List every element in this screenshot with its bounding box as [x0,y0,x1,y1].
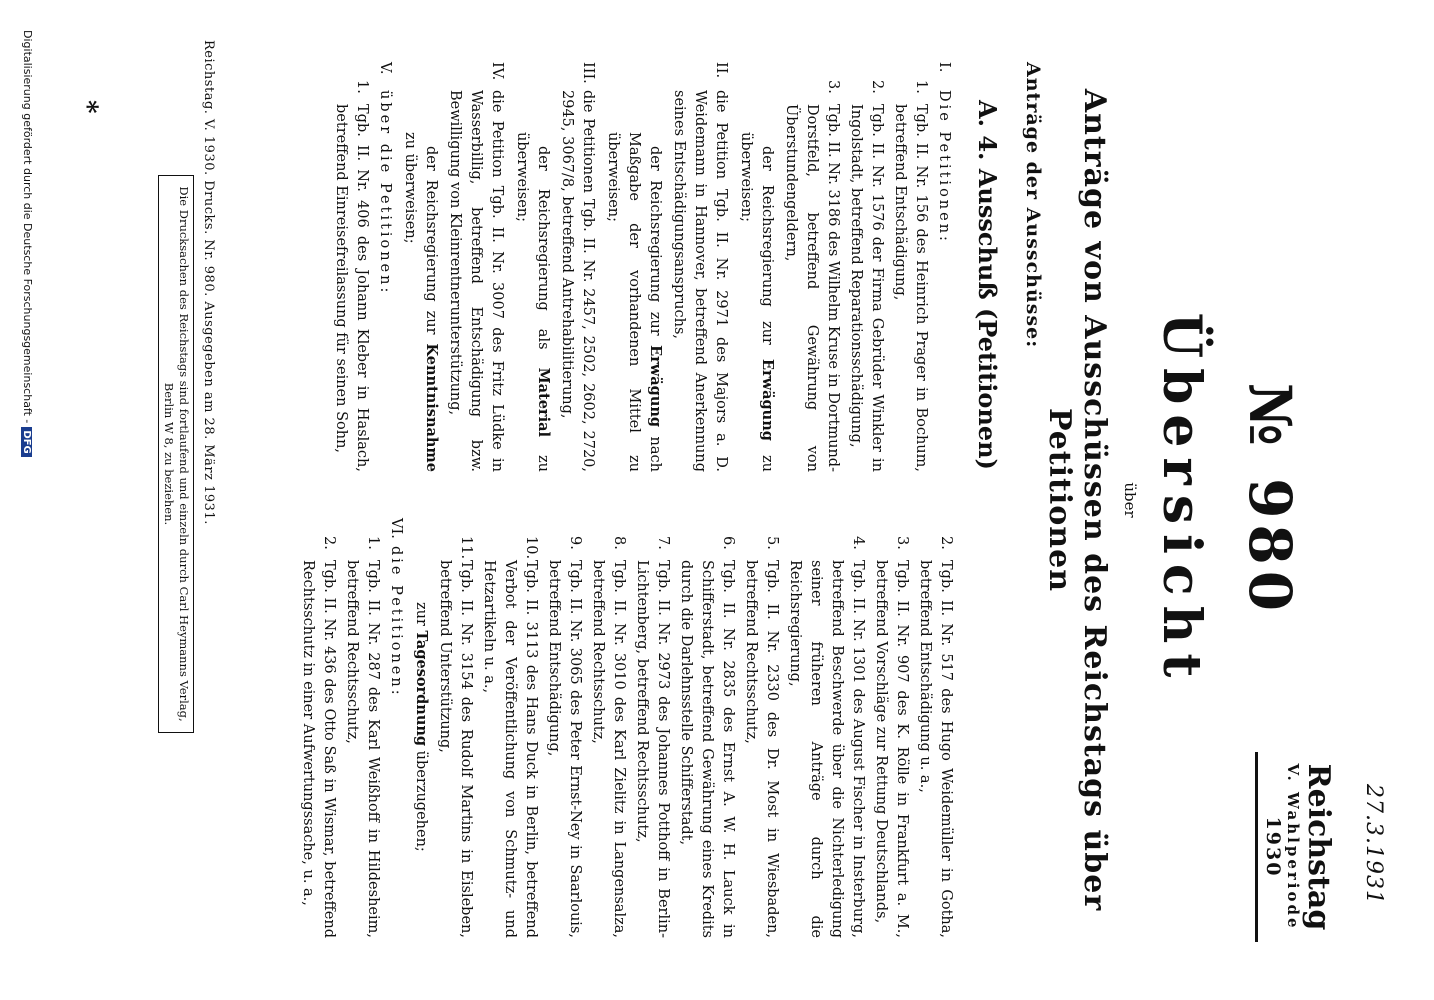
item-text: Tgb. II. Nr. 156 des Heinrich Prager in Bochum, betreffend Entschädigung, [892,104,929,472]
petition-item [478,536,541,938]
decision-text: der Reichsregierung als [535,146,551,368]
item-number: 6. [720,536,736,550]
item-text: Tgb. II. 3113 des Hans Duck in Berlin, betreffend Verbot der Veröffentlichung von Schmutz- und Hetzartikeln u. a., [481,560,539,938]
print-imprint: Reichstag. V. 1930. Drucks. Nr. 980. Ausgegeben am 28. März 1931. [201,40,216,525]
item-text: Tgb. II. Nr. 2973 des Johannes Potthoff in Berlin-Lichtenberg, betreffend Rechtsschutz, [634,560,671,938]
group-V-decision [410,518,432,938]
document-subtitle: Anträge von Ausschüssen des Reichstags über Petitionen [1042,88,1112,912]
petition-item [631,536,673,938]
petition-item [784,536,868,938]
item-text: Tgb. II. Nr. 907 des K. Rölle in Frankfurt a. M., betreffend Vorschläge zur Rettung Deutschlands, [873,560,910,938]
item-text: Tgb. II. Nr. 2330 des Dr. Most in Wiesbaden, betreffend Rechtsschutz, [743,560,780,938]
document-ueber: über [1121,482,1139,518]
decision-keyword: Tagesordnung [413,630,430,747]
petition-item [297,536,339,938]
credit-text: Digitalisierung gefördert durch die Deutsche Forschungsgemeinschaft - [21,30,34,424]
item-number: 9. [567,536,583,550]
decision-keyword: Erwägung [647,345,664,428]
petition-item [914,536,956,938]
group-VI-items [297,518,383,938]
item-number: 2. [321,536,337,550]
item-number: 8. [611,536,627,550]
group-head-text: die Petitionen: [388,546,404,698]
item-number: 7. [655,536,671,550]
item-number: 5. [764,536,780,550]
section-heading: Anträge der Ausschüsse: [1022,62,1044,349]
group-text: die Petition Tgb. II. Nr. 3007 des Fritz Lüdke in Wasserbillig, betreffend Entschädigung bzw. Bewilligung von Kleinrentnerunterstützung, [447,90,505,472]
item-number: 2. [869,80,885,94]
running-title-year: 1930 [1262,816,1285,878]
petition-item [341,536,383,938]
group-number: III. [580,62,596,84]
group-V-items-right [434,518,956,938]
group-number: V. [377,62,393,75]
group-I-head [933,62,954,472]
dfg-logo: DFG [21,427,32,456]
group-IV-decision [399,62,442,472]
item-text: Tgb. II. Nr. 3186 des Wilhelm Kruse in Dortmund-Dorstfeld, betreffend Gewährung von Überstundengeldern, [783,104,841,472]
item-text: Tgb. II. Nr. 1576 der Firma Gebrüder Winkler in Ingolstadt, betreffend Reparationsschädigung, [848,104,885,472]
group-II-decision [602,62,666,472]
item-number: 1. [354,80,370,94]
committee-heading: A. 4. Ausschuß (Petitionen) [973,100,1002,470]
item-number: 1. [365,536,381,550]
decision-text: der Reichsregierung zur [647,146,663,346]
decision-text: zur [413,602,429,631]
decision-keyword: Erwägung [759,358,776,441]
decision-keyword: Material [535,367,552,437]
decision-text: überzugehen; [413,746,429,852]
group-number: II. [713,62,729,79]
document-title: Übersicht [1151,312,1212,688]
group-text: die Petition Tgb. II. Nr. 2971 des Majors a. D. Weidemann in Hannover, betreffend Anerkennung seines Entschädigungsanspruchs, [671,90,729,472]
decision-text: der Reichsregierung zur [759,146,775,359]
group-number: I. [936,62,952,73]
group-number: IV. [489,62,505,81]
group-V-head [374,62,395,472]
decision-text: zu überweisen; [514,132,551,472]
item-text: Tgb. II. Nr. 517 des Hugo Weidemüller in Gotha, betreffend Entschädigung u. a., [917,560,954,938]
petition-item [434,536,476,938]
received-date-stamp: 27.3.1931 [1361,784,1386,905]
decision-text: der Reichsregierung zur [423,146,439,344]
group-IV [444,62,507,472]
petition-item [543,536,585,938]
item-text: Tgb. II. Nr. 3154 des Rudolf Martins in Eisleben, betreffend Unterstützung, [437,560,474,938]
group-III-decision [511,62,554,472]
petition-item [845,80,887,472]
item-text: Tgb. II. Nr. 406 des Johann Kleber in Haslach, betreffend Einreisefreilassung für seinen Sohn, [333,104,370,472]
group-head-text: Die Petitionen: [936,90,952,244]
group-III [556,62,598,472]
group-number: VI. [388,518,404,539]
item-number: 11. [458,536,474,560]
item-text: Tgb. II. Nr. 436 des Otto Saß in Wismar, betreffend Rechtsschutz in einer Aufwertungssache, u. a., [300,560,337,938]
decision-text: zu überweisen; [738,132,775,472]
petition-item [740,536,782,938]
publisher-note: Die Drucksachen des Reichstags sind fortlaufend und einzeln durch Carl Heymanns Verlag, Berlin W 8, zu beziehen. [158,175,194,733]
group-text: die Petitionen Tgb. II. Nr. 2457, 2502, 2602, 2720, 2945, 3067/8, betreffend Antrehabilitierung, [559,90,596,472]
petition-item [330,80,372,472]
right-column [295,518,956,938]
petition-item [587,536,629,938]
petition-item [675,536,738,938]
group-head-text: über die Petitionen: [377,90,393,296]
item-number: 4. [850,536,866,550]
running-title-name: Reichstag [1301,763,1336,931]
left-column [328,62,956,472]
item-text: Tgb. II. Nr. 287 des Karl Weißhoff in Hildesheim, betreffend Rechtsschutz, [344,560,381,938]
item-number: 1. [913,80,929,94]
petition-item [889,80,931,472]
item-number: 3. [825,80,841,94]
running-title-period: V. Wahlperiode [1284,763,1303,931]
item-text: Tgb. II. Nr. 2835 des Ernst A. W. H. Lauck in Schifferstadt, betreffend Gewährung eines Kredits durch die Darlehnsstelle Schifferstadt, [678,560,736,938]
group-I-items [780,62,931,472]
item-number: 2. [938,536,954,550]
item-text: Tgb. II. Nr. 3010 des Karl Zielitz in Langensalza, betreffend Rechtsschutz, [590,560,627,938]
item-number: 10. [523,536,539,560]
document-number: № 980 [1236,382,1304,618]
decision-text: zu überweisen; [402,132,418,244]
item-number: 3. [894,536,910,550]
petition-item [780,80,843,472]
group-V-items-left [330,62,372,472]
item-text: Tgb. II. Nr. 3065 des Peter Ernst-Ney in Saarlouis, betreffend Entschädigung, [546,560,583,938]
group-I-decision [735,62,778,472]
petition-item [870,536,912,938]
digitization-credit [21,30,34,457]
decision-text: nach Maßgabe der vorhandenen Mittel zu überweisen; [605,132,663,472]
asterisk-mark: * [72,100,102,114]
group-II [668,62,731,472]
decision-keyword: Kenntnisnahme [423,343,440,472]
item-text: Tgb. II. Nr. 1301 des August Fischer in Insterburg, betreffend Beschwerde über die Nichterledigung seiner früheren Anträge durch die Reichsregierung, [787,560,866,938]
group-VI-head [385,518,406,938]
